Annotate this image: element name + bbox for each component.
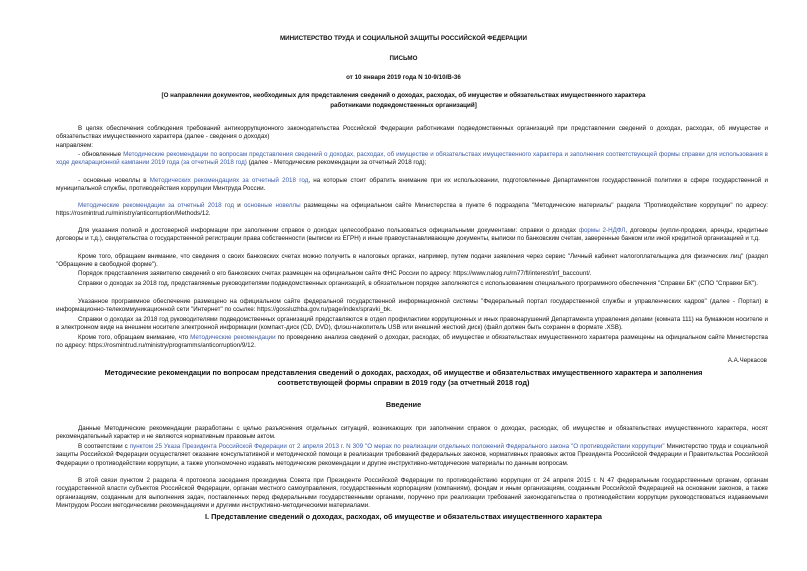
publication-mid: и [234,202,244,209]
doc-reference: от 10 января 2019 года N 10-9/10/В-36 [346,74,461,81]
publication-suffix: размещены на официальном сайте Министерства в пункте 6 подраздела "Методические материалы" раздела "Противодействие коррупции" по адресу: https://rosmintrud.ru/ministry/anticorruption/Methods/12. [56,202,768,218]
recommendations-title-line-2: соответствующей формы справки в 2019 году (за отчетный 2018 год) [277,378,530,387]
paragraph-bank-accounts: Кроме того, обращаем внимание, что сведения о своих банковских счетах можно получить в налоговых органах, например, путем подачи заявления через сервис "Личный кабинет налогоплательщика для физических лиц" (раздел "Обращение в свободной форме"). [56,253,768,269]
paragraph-portal: Указанное программное обеспечение размещено на официальном сайте федеральной государственной информационной системы "Федеральный портал государственной службы и управленческих кадров" (далее - Портал) в информационно-телекоммуникационной сети "Интернет" по ссылке: https://gossluzhba.gov.ru/page/index/spravki_bk. [56,298,768,314]
paragraph-item-2 [56,177,768,194]
methodical-recommendations-link[interactable]: Методические рекомендации по вопросам представления сведений о доходах, расходах, об имуществе и обязательствах имущественного характера и заполнения соответствующей формы справки для использования в ходе декларационной кампании 2019 года (за отчетный 2018 год) [56,151,768,167]
form-2-ndfl-link[interactable]: формы 2-НДФЛ [578,227,626,234]
paragraph-publication [56,202,768,219]
decree-309-link[interactable]: пунктом 25 Указа Президента Российской Федерации от 2 апреля 2013 г. N 309 "О мерах по реализации отдельных положений Федерального закона "О противодействии коррупции" [129,443,665,450]
legal-basis-suffix: Министерство труда и социальной защиты Российской Федерации осуществляет оказание консультативной и методической помощи в реализации требований федеральных законов, нормативных правовых актов Президента Российской Федерации и Правительства Российской Федерации о противодействии коррупции, а также уполномочено издавать методические рекомендации и другие инструктивно-методические материалы по данным вопросам. [56,443,768,467]
doc-type: ПИСЬМО [389,55,418,62]
paragraph-documents [56,227,768,244]
legal-basis-prefix: В соответствии с [78,443,130,450]
documents-prefix: Для указания полной и достоверной информации при заполнении справок о доходах целесообразно пользоваться официальными документами: справки о доходах [78,227,579,234]
intro-heading: Введение [385,400,422,409]
analysis-prefix: Кроме того, обращаем внимание, что [78,334,191,341]
recommendations-2018-link-2[interactable]: Методические рекомендации за отчетный 2018 год [78,202,235,209]
item-1-suffix: (далее - Методические рекомендации за отчетный 2018 год); [246,159,427,167]
paragraph-spo-required: Справки о доходах за 2018 год, представляемые руководителями подведомственных организаций, в обязательном порядке заполняются с использованием специального программного обеспечения "Справки БК" (СПО "Справки БК"). [78,280,758,287]
recommendations-title-line-1: Методические рекомендации по вопросам представления сведений о доходах, расходах, об имуществе и обязательствах имущественного характера и заполнения [104,368,703,377]
analysis-suffix: по проведению анализа сведений о доходах, расходах, об имуществе и обязательствах имущественного характера размещены на официальном сайте Министерства по адресу: https://rosmintrud.ru/ministry/programms/anticorruption/9/12. [56,334,768,350]
paragraph-intro-tail: направляем: [56,142,93,149]
paragraph-submission: Справки о доходах за 2018 год руководителями подведомственных организаций представляются в отдел профилактики коррупционных и иных правонарушений Департамента управления делами (комната 111) на бумажном носителе и в электронном виде на внешнем носителе электронной информации (компакт-диск (CD, DVD), флэш-накопитель USB или внешний жесткий диск) (файл должен быть сохранен в формате .XSB). [56,316,768,332]
item-2-prefix: - основные новеллы в [78,177,150,184]
paragraph-intro: В целях обеспечения соблюдения требований антикоррупционного законодательства Российской Федерации работниками подведомственных организаций при представлении сведений о доходах, расходах, об имуществе и обязательствах имущественного характера (далее - сведения о доходах) [56,125,768,141]
ministry-name: МИНИСТЕРСТВО ТРУДА И СОЦИАЛЬНОЙ ЗАЩИТЫ РОССИЙСКОЙ ФЕДЕРАЦИИ [279,35,528,42]
section-1-heading: I. Представление сведений о доходах, расходах, об имуществе и обязательствах имущественного характера [205,512,602,521]
paragraph-item-1 [56,151,768,168]
paragraph-analysis [56,334,768,351]
paragraph-purpose: Данные Методические рекомендации разработаны с целью разъяснения отдельных ситуаций, возникающих при заполнении справок о доходах, расходах, об имуществе и обязательствах имущественного характера, носят рекомендательный характер и не являются нормативным правовым актом. [56,425,768,441]
item-2-suffix: , на которые стоит обратить внимание при их использовании, подготовленные Департаментом государственной политики в сфере государственной и муниципальной службы, противодействия коррупции Минтруда России. [56,177,768,193]
paragraph-legal-basis [56,443,768,468]
analysis-recommendations-link[interactable]: Методические рекомендации [190,334,276,341]
item-1-prefix: - обновленные [78,151,124,158]
subject-line-1: [О направлении документов, необходимых для представления сведений о доходах, расходах, об имуществе и обязательствах имущественного характера [161,92,646,99]
recommendations-2018-link[interactable]: Методических рекомендациях за отчетный 2018 год [149,177,309,184]
documents-suffix: , договоры (купли-продажи, аренды, кредитные договоры и т.д.), свидетельства о государственной регистрации права собственности (выписки из ЕГРН) и иные правоустанавливающие документы, выписки по банковским счетам, заверенные банком или иной кредитной организацией и т.д. [56,227,768,243]
main-novelties-link[interactable]: основные новеллы [243,202,301,209]
subject-line-2: работниками подведомственных организаций] [330,102,477,109]
signature: А.А.Черкасов [727,357,767,364]
paragraph-presidium-protocol: В этой связи пунктом 2 раздела 4 протокола заседания президиума Совета при Президенте Российской Федерации по противодействию коррупции от 24 апреля 2015 г. N 47 федеральным государственным органам, органам государственной власти субъектов Российской Федерации, органам местного самоуправления, государственным корпорациям (компаниям), фондам и иным организациям, созданным Российской Федерацией на основании законов, а также организациям, созданным для выполнения задач, поставленных перед федеральными государственными органами, поручено при реализации требований законодательства о противодействии коррупции руководствоваться издаваемыми Минтрудом России методическими рекомендациями и другими инструктивно-методическими материалами. [56,477,768,510]
paragraph-fns-procedure: Порядок представления заявителю сведений о его банковских счетах размещен на официальном сайте ФНС России по адресу: https://www.nalog.ru/rn77/fl/interest/inf_baccount/. [78,270,592,277]
